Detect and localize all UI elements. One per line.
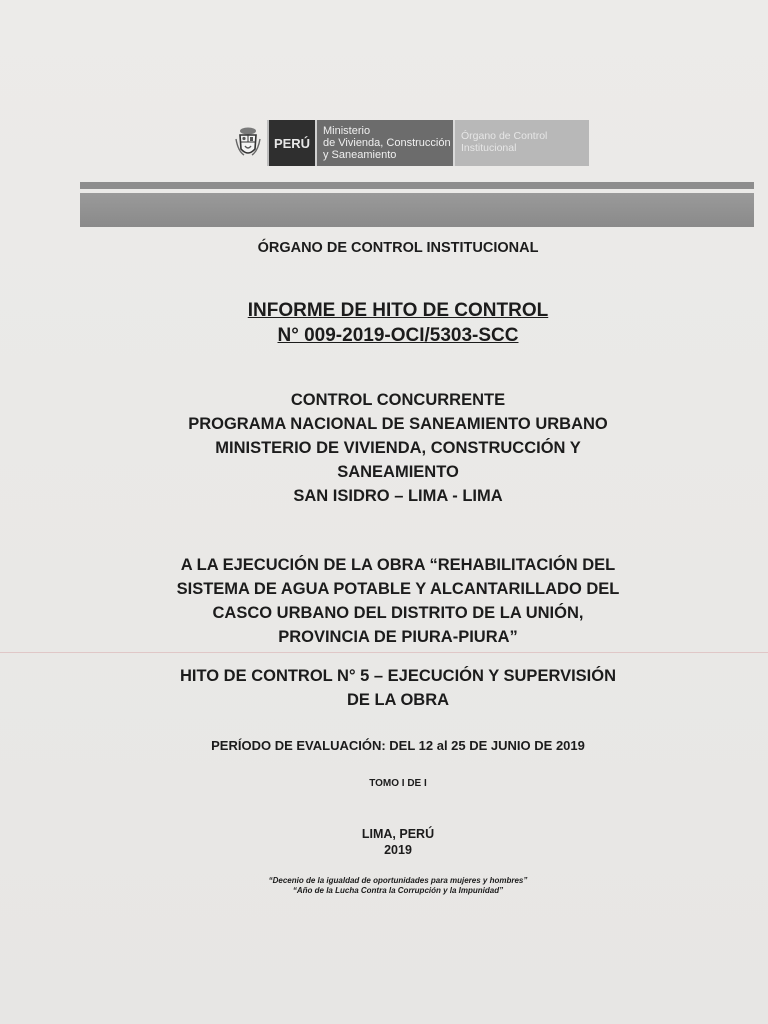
obra-block: A LA EJECUCIÓN DE LA OBRA “REHABILITACIÓN DEL SISTEMA DE AGUA POTABLE Y ALCANTARILLADO DEL CASCO URBANO DEL DISTRITO DE LA UNIÓN, PROVINCIA DE PIURA-PIURA” xyxy=(176,556,620,646)
evaluation-period: PERÍODO DE EVALUACIÓN: DEL 12 al 25 DE JUNIO DE 2019 xyxy=(211,738,585,753)
peru-label: PERÚ xyxy=(267,120,315,166)
header-divider-thick xyxy=(80,193,754,227)
institution-logo-strip xyxy=(229,120,589,166)
hito-block: HITO DE CONTROL N° 5 – EJECUCIÓN Y SUPERVISIÓN DE LA OBRA xyxy=(179,667,616,709)
decenio-quotes: “Decenio de la igualdad de oportunidades para mujeres y hombres” “Año de la Lucha Contra la Corrupción y la Impunidad” xyxy=(268,876,528,895)
organ-name: Órgano de Control Institucional xyxy=(453,120,589,166)
organo-title: ÓRGANO DE CONTROL INSTITUCIONAL xyxy=(257,240,539,256)
place-and-year xyxy=(14,826,768,858)
report-title: INFORME DE HITO DE CONTROL N° 009-2019-OCI/5303-SCC xyxy=(247,300,549,346)
volume-label: TOMO I DE I xyxy=(369,778,427,789)
control-block: CONTROL CONCURRENTE PROGRAMA NACIONAL DE SANEAMIENTO URBANO MINISTERIO DE VIVIENDA, CONSTRUCCIÓN Y SANEAMIENTO SAN ISIDRO – LIMA - LIMA xyxy=(188,391,608,505)
scan-artifact-line xyxy=(0,652,768,653)
place: LIMA, PERÚ xyxy=(361,827,435,841)
ministry-name: Ministerio de Vivienda, Construcción y Saneamiento xyxy=(315,120,453,166)
year: 2019 xyxy=(384,843,412,857)
header-divider-thin xyxy=(80,182,754,189)
coat-of-arms-icon xyxy=(229,120,267,166)
